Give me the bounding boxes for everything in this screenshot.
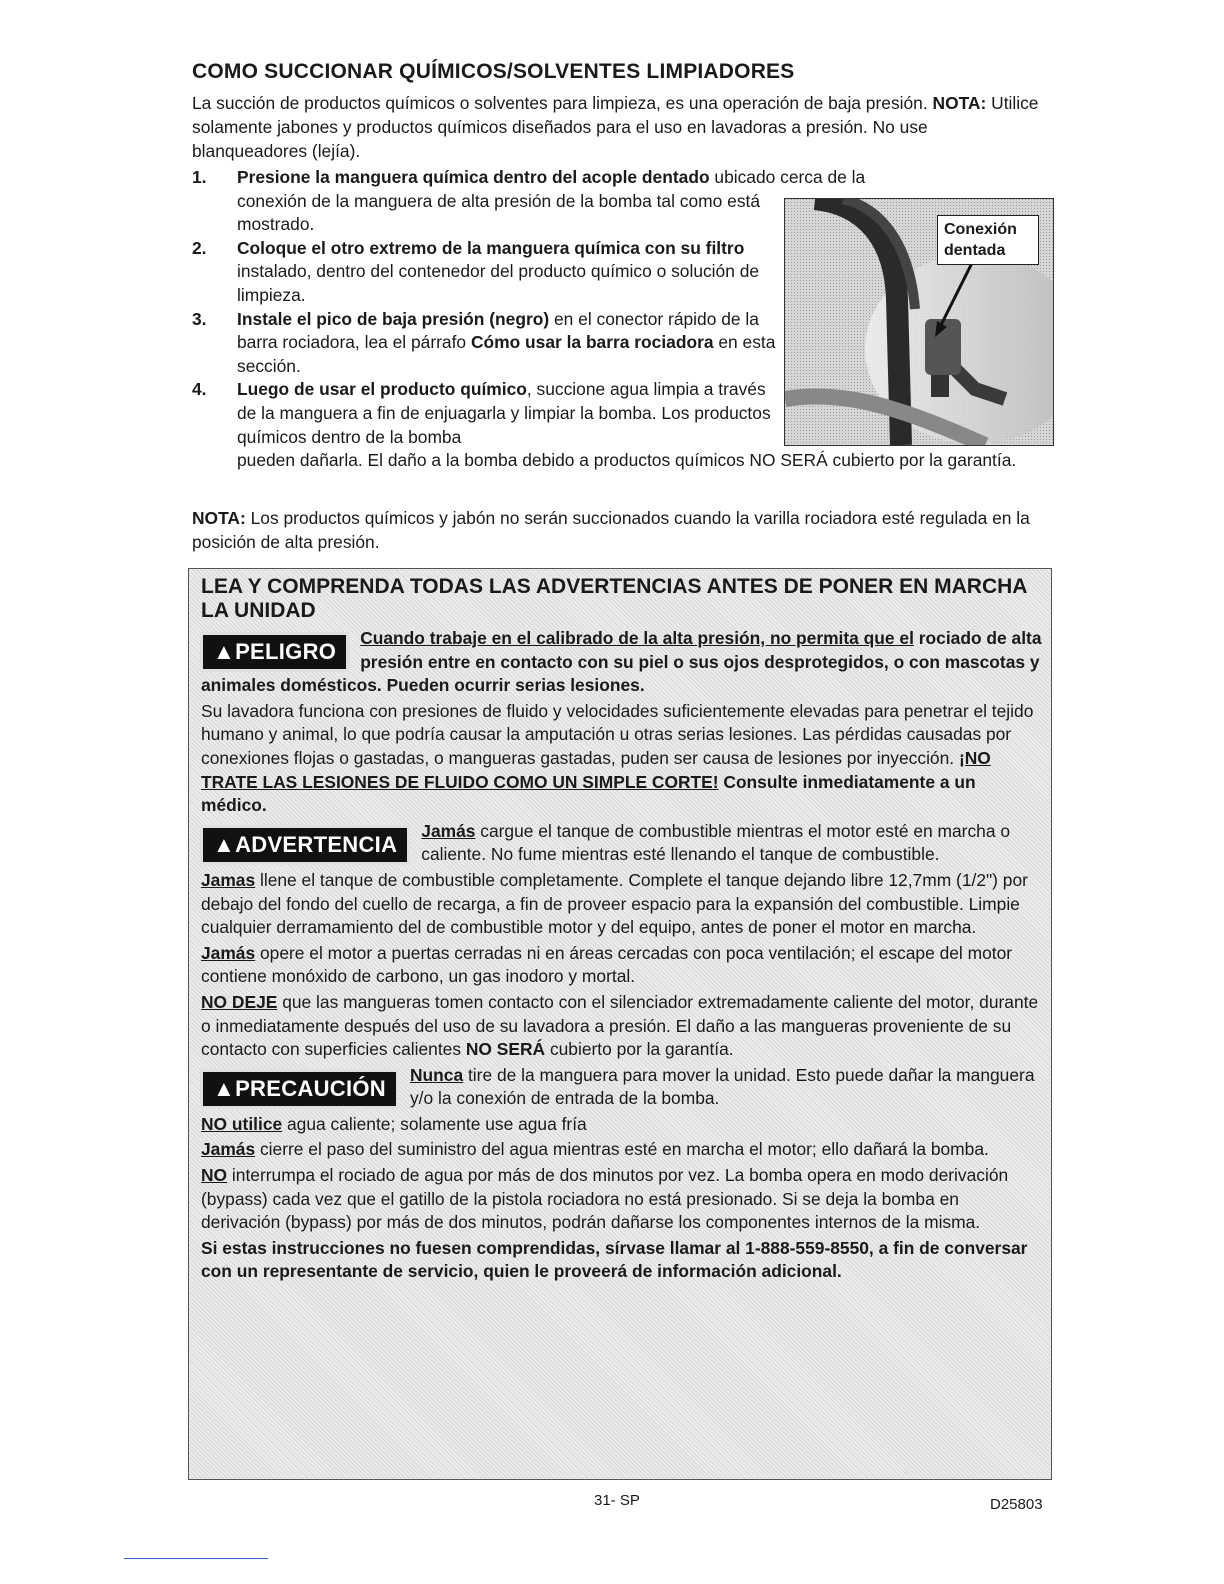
precaucion-statement: Nunca tire de la manguera para mover la unidad. Esto puede dañar la manguera y/o la conexión de entrada de la bomba. bbox=[409, 1064, 1035, 1109]
page-number: 31- SP bbox=[594, 1492, 640, 1509]
document-code: D25803 bbox=[990, 1496, 1043, 1513]
warnings-headline: LEA Y COMPRENDA TODAS LAS ADVERTENCIAS ANTES DE PONER EN MARCHA LA UNIDAD bbox=[201, 575, 1027, 622]
advertencia-label: ▲ADVERTENCIA bbox=[203, 828, 407, 862]
intro-nota-label: NOTA: bbox=[932, 93, 987, 113]
peligro-statement: Cuando trabaje en el calibrado de la alta presión, no permita que el rociado de alta presión entre en contacto con su piel o sus ojos desprotegidos, o con mascotas y animales domésticos. Pueden ocurrir serias lesiones. bbox=[201, 628, 1042, 696]
section-title: COMO SUCCIONAR QUÍMICOS/SOLVENTES LIMPIADORES bbox=[192, 60, 795, 83]
step-4: 4. Luego de usar el producto químico, succione agua limpia a través de la manguera a fin de enjuagarla y limpiar la bomba. Los productos químicos dentro de la bomba pueden dañarla. El daño a la bomba debido a productos químicos NO SERÁ cubierto por la garantía. bbox=[192, 379, 1017, 471]
peligro-label: ▲PELIGRO bbox=[203, 635, 346, 669]
closing-statement: Si estas instrucciones no fuesen comprendidas, sírvase llamar al 1-888-559-8550, a fin de conversar con un representante de servicio, quien le proveerá de información adicional. bbox=[201, 1237, 1028, 1282]
footer-rule bbox=[124, 1558, 268, 1559]
advertencia-statement: Jamás cargue el tanque de combustible mientras el motor esté en marcha o caliente. No fume mientras esté llenando el tanque de combustible. bbox=[421, 820, 1011, 865]
barbed-connector-photo bbox=[784, 198, 1054, 446]
note-paragraph: NOTA: Los productos químicos y jabón no serán succionados cuando la varilla rociadora esté regulada en la posición de alta presión. bbox=[192, 508, 1030, 552]
advertencia-item-2: Jamás opere el motor a puertas cerradas ni en áreas cercadas con poca ventilación; el escape del motor contiene monóxido de carbono, un gas inodoro y mortal. bbox=[201, 942, 1013, 987]
precaucion-item-2: Jamás cierre el paso del suministro del agua mientras esté en marcha el motor; ello dañará la bomba. bbox=[201, 1139, 989, 1160]
step-3: 3. Instale el pico de baja presión (negro) en el conector rápido de la barra rociadora, lea el párrafo Cómo usar la barra rociadora en esta sección. bbox=[192, 308, 776, 376]
advertencia-item-3: NO DEJE que las mangueras tomen contacto con el silenciador extremadamente caliente del motor, durante o inmediatamente después del uso de su lavadora a presión. El daño a las mangueras proveniente de su contacto con superficies calientes NO SERÁ cubierto por la garantía. bbox=[201, 991, 1039, 1060]
intro-paragraph: La succión de productos químicos o solventes para limpieza, es una operación de baja presión. NOTA: Utilice solamente jabones y productos químicos diseñados para el uso en lavadoras a presión. No use blanqueadores (lejía). bbox=[192, 93, 1039, 161]
warnings-box bbox=[188, 568, 1052, 1480]
precaucion-item-1: NO utilice agua caliente; solamente use agua fría bbox=[201, 1113, 587, 1134]
callout-label: Conexión dentada bbox=[937, 215, 1039, 265]
precaucion-label: ▲PRECAUCIÓN bbox=[203, 1072, 396, 1106]
step-2: 2. Coloque el otro extremo de la manguera química con su filtro instalado, dentro del contenedor del producto químico o solución de limpieza. bbox=[192, 237, 760, 305]
precaucion-item-3: NO interrumpa el rociado de agua por más de dos minutos por vez. La bomba opera en modo derivación (bypass) cada vez que el gatillo de la pistola rociadora no está presionado. Si se deja la bomba en derivación (bypass) por más de dos minutos, podrán dañarse los componentes internos de la misma. bbox=[201, 1165, 1009, 1233]
peligro-body: Su lavadora funciona con presiones de fluido y velocidades suficientemente elevadas para penetrar el tejido humano y animal, lo que podría causar la amputación u otras serias lesiones. Las pérdidas causadas por conexiones flojas o gastadas, o mangueras gastadas, puden ser causa de lesiones por inyección. ¡NO TRATE LAS LESIONES DE FLUIDO COMO UN SIMPLE CORTE! Consulte inmediatamente a un médico. bbox=[201, 700, 1034, 816]
advertencia-item-1: Jamas llene el tanque de combustible completamente. Complete el tanque dejando libre 12,7mm (1/2") por debajo del fondo del cuello de recarga, a fin de proveer espacio para la expansión del combustible. Limpie cualquier derramamiento del de combustible motor y del equipo, antes de poner el motor en marcha. bbox=[201, 869, 1028, 938]
step-1: 1. Presione la manguera química dentro del acople dentado ubicado cerca de la conexión de la manguera de alta presión de la bomba tal como está mostrado. bbox=[192, 167, 866, 235]
